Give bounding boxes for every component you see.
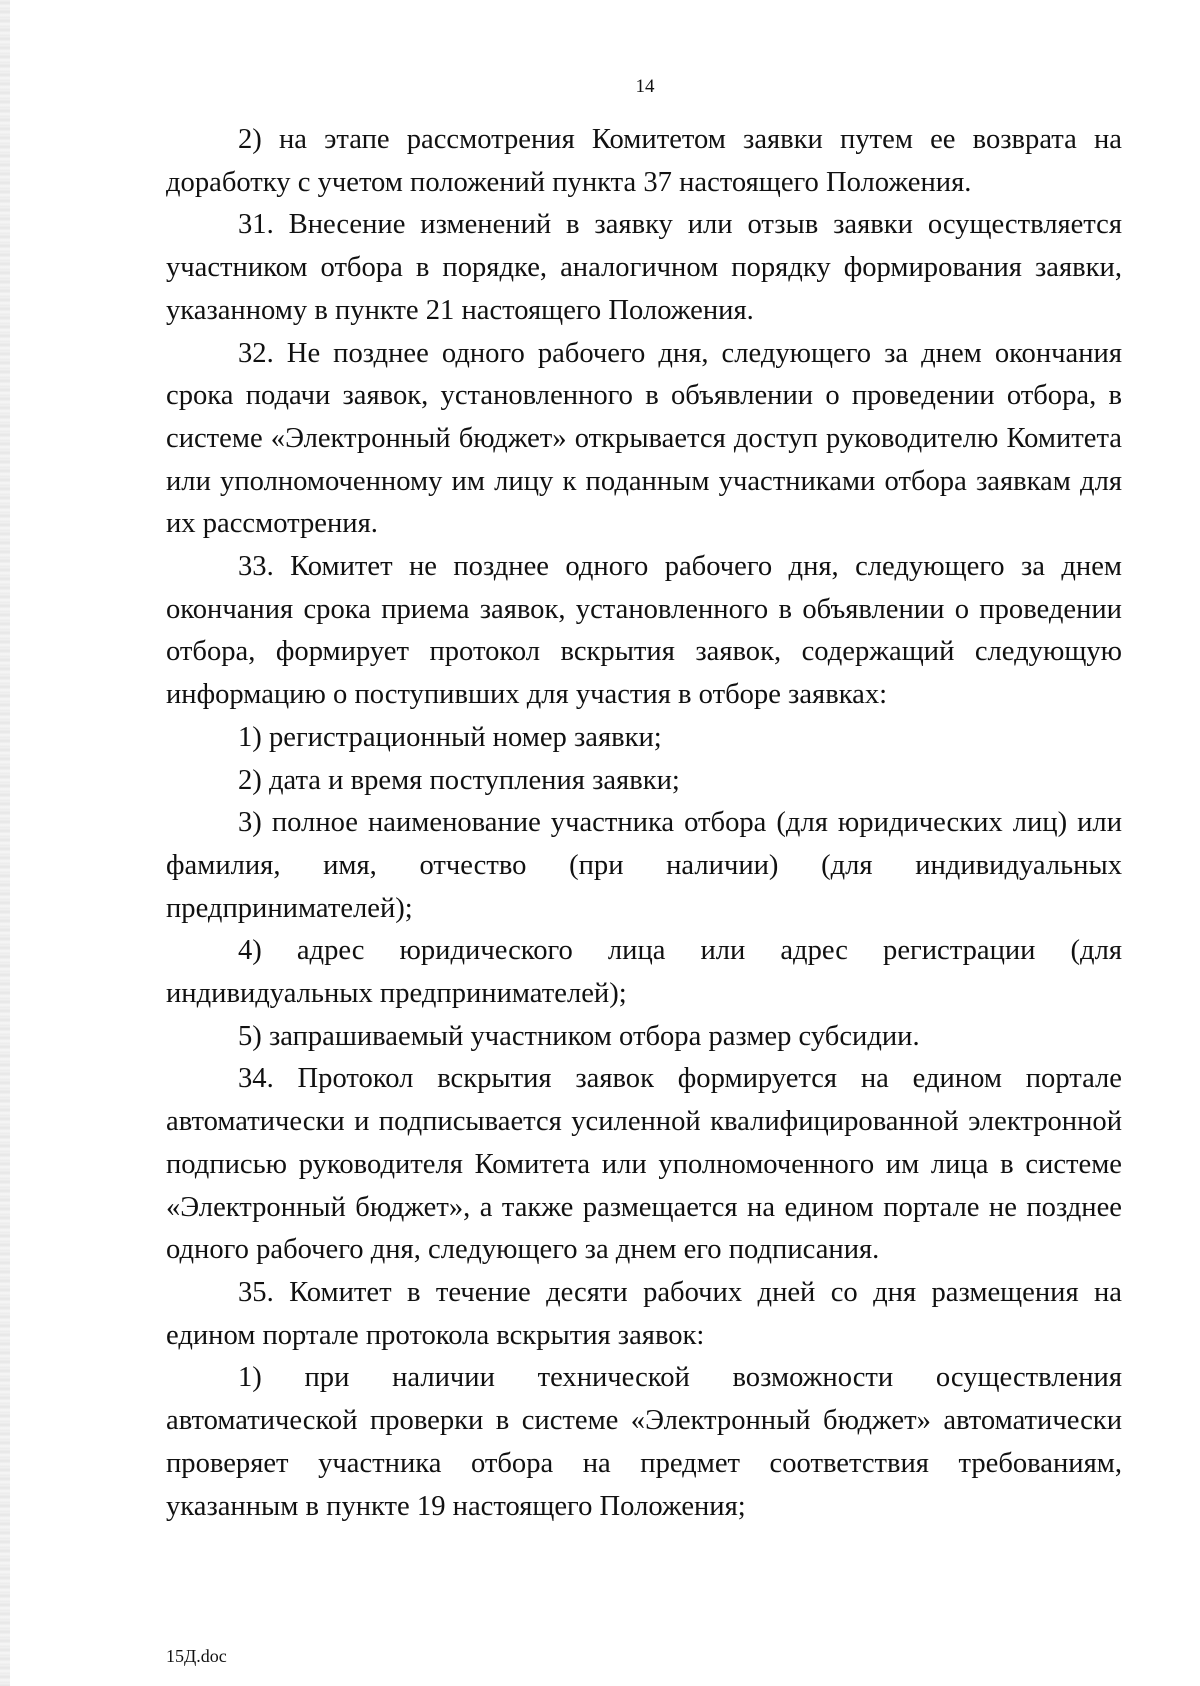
list-item-subsidy-amount: 5) запрашиваемый участником отбора размер субсидии. bbox=[238, 1020, 920, 1052]
paragraph-35: 35. Комитет в течение десяти рабочих дней со дня размещения на едином портале протокола вскрытия заявок: bbox=[166, 1276, 1122, 1351]
paragraph-34: 34. Протокол вскрытия заявок формируется на едином портале автоматически и подписывается усиленной квалифицированной электронной подписью руководителя Комитета или уполномоченного им лица в системе «Электронный бюджет», а также размещается на едином портале не позднее одного рабочего дня, следующего за днем его подписания. bbox=[166, 1063, 1122, 1266]
footer-filename: 15Д.doc bbox=[166, 1646, 227, 1666]
list-item-date-time: 2) дата и время поступления заявки; bbox=[238, 764, 680, 796]
list-item-address: 4) адрес юридического лица или адрес регистрации (для индивидуальных предпринимателей); bbox=[166, 935, 1122, 1010]
list-item-registration-number: 1) регистрационный номер заявки; bbox=[238, 721, 662, 753]
document-body bbox=[166, 119, 1122, 1528]
paragraph-item-2-return: 2) на этапе рассмотрения Комитетом заявки путем ее возврата на доработку с учетом положений пункта 37 настоящего Положения. bbox=[166, 124, 1122, 198]
list-item-full-name: 3) полное наименование участника отбора (для юридических лиц) или фамилия, имя, отчество (при наличии) (для индивидуальных предпринимателей); bbox=[166, 807, 1122, 924]
paragraph-31: 31. Внесение изменений в заявку или отзыв заявки осуществляется участником отбора в порядке, аналогичном порядку формирования заявки, указанному в пункте 21 настоящего Положения. bbox=[166, 209, 1122, 326]
paragraph-33: 33. Комитет не позднее одного рабочего дня, следующего за днем окончания срока приема заявок, установленного в объявлении о проведении отбора, формирует протокол вскрытия заявок, содержащий следующую информацию о поступивших для участия в отборе заявках: bbox=[166, 551, 1122, 711]
scan-edge bbox=[0, 0, 10, 1686]
page-number: 14 bbox=[635, 76, 655, 97]
paragraph-32: 32. Не позднее одного рабочего дня, следующего за днем окончания срока подачи заявок, установленного в объявлении о проведении отбора, в системе «Электронный бюджет» открывается доступ руководителю Комитета или уполномоченному им лицу к поданным участниками отбора заявкам для их рассмотрения. bbox=[166, 337, 1122, 540]
list-item-automatic-check: 1) при наличии технической возможности осуществления автоматической проверки в системе «Электронный бюджет» автоматически проверяет участника отбора на предмет соответствия требованиям, указанным в пункте 19 настоящего Положения; bbox=[166, 1362, 1122, 1522]
